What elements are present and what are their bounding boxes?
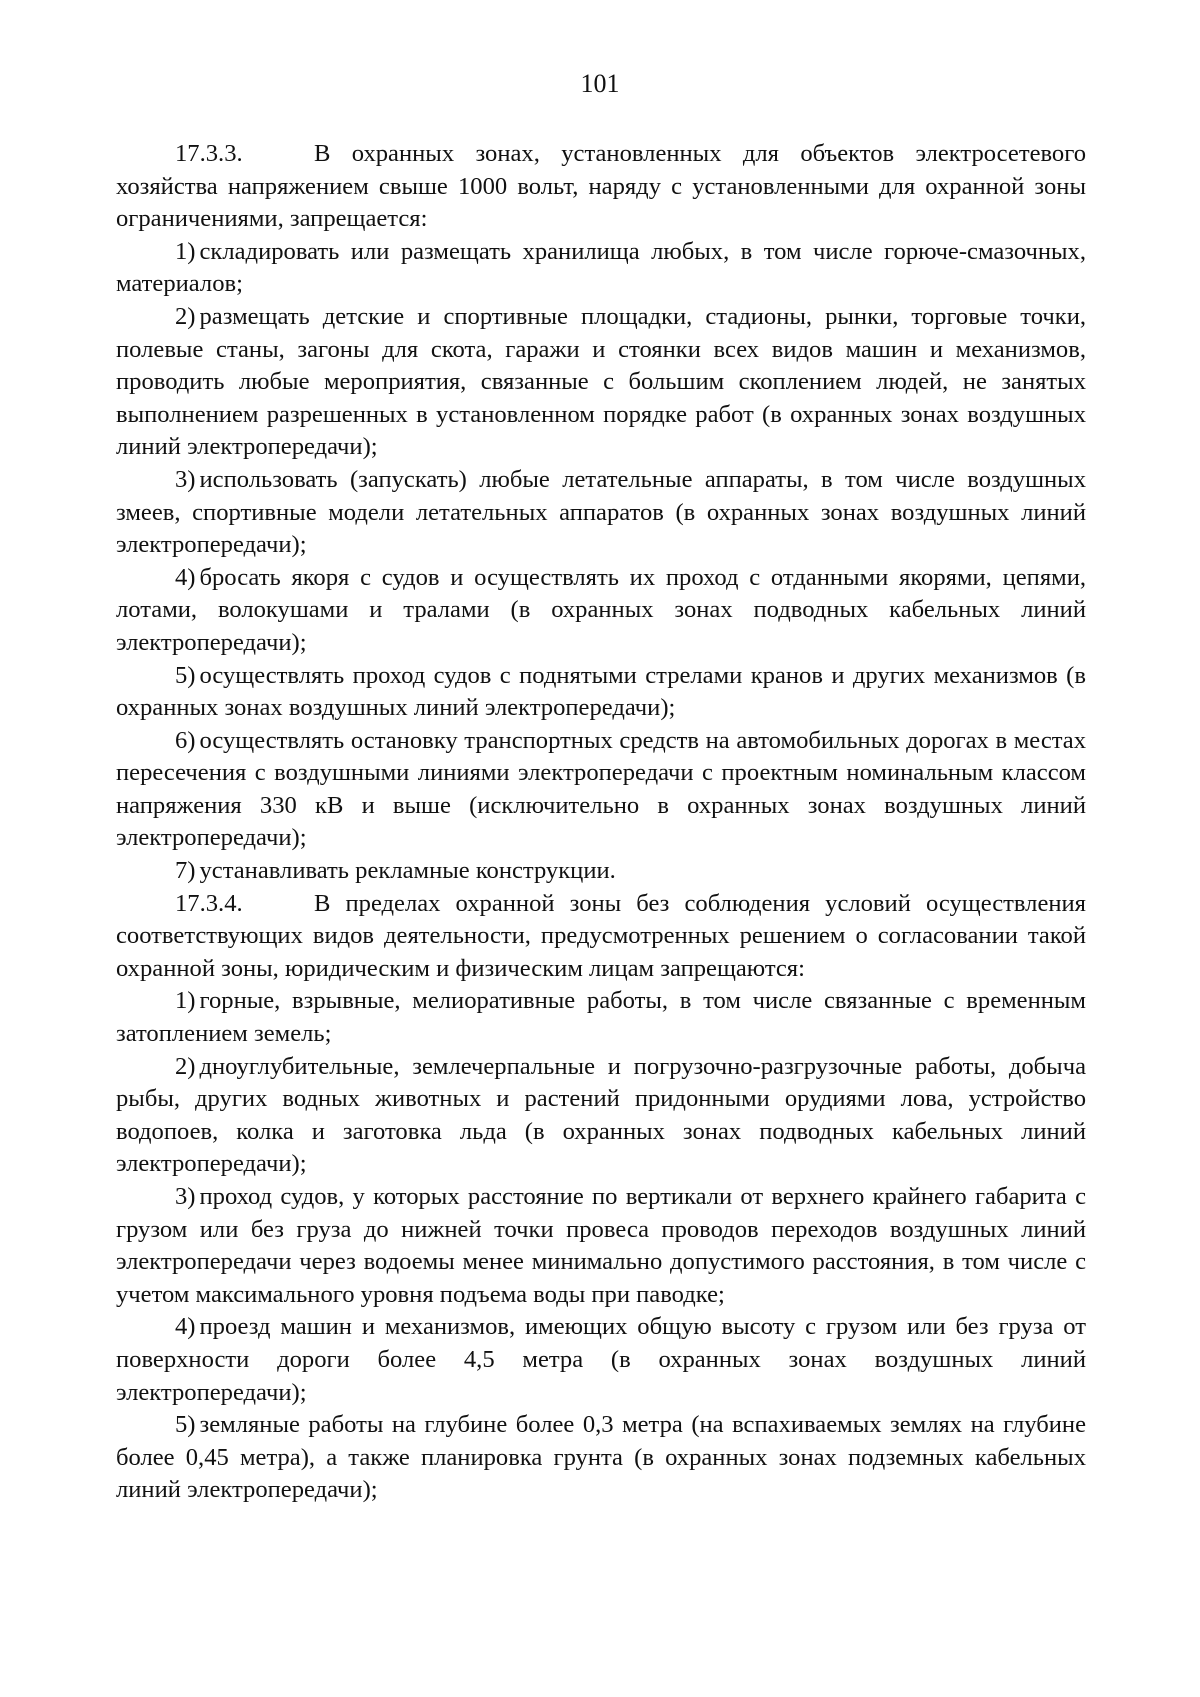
list-item-number: 3) <box>175 465 196 493</box>
list-item-number: 7) <box>175 857 196 885</box>
list-item-text: размещать детские и спортивные площадки, стадионы, рынки, торговые точки, полевые станы, загоны для скота, гаражи и стоянки всех видов машин и механизмов, проводить любые мероприятия, связанные с большим скоплением людей, не занятых выполнением разрешенных в установленном порядке работ (в охранных зонах воздушных линий электропередачи); <box>116 302 1086 461</box>
list-item-text: устанавливать рекламные конструкции. <box>199 857 616 885</box>
list-item-text: использовать (запускать) любые летательные аппараты, в том числе воздушных змеев, спортивные модели летательных аппаратов (в охранных зонах воздушных линий электропередачи); <box>116 465 1086 559</box>
clause-number: 17.3.4. <box>175 889 243 917</box>
list-item-number: 6) <box>175 726 196 754</box>
list-item-number: 2) <box>175 1052 196 1080</box>
list-item <box>116 985 1086 1050</box>
list-item-text: осуществлять остановку транспортных средств на автомобильных дорогах в местах пересечения с воздушными линиями электропередачи с проектным номинальным классом напряжения 330 кВ и выше (исключительно в охранных зонах воздушных линий электропередачи); <box>116 726 1086 852</box>
clause-intro: В охранных зонах, установленных для объектов электросетевого хозяйства напряжением свыше 1000 вольт, наряду с установленными для охранной зоны ограничениями, запрещается: <box>116 140 1086 233</box>
document-body <box>116 138 1086 1507</box>
list-item-number: 4) <box>175 563 196 591</box>
list-item-text: проход судов, у которых расстояние по вертикали от верхнего крайнего габарита с грузом или без груза до нижней точки провеса проводов переходов воздушных линий электропередачи через водоемы менее минимально допустимого расстояния, в том числе с учетом максимального уровня подъема воды при паводке; <box>116 1183 1086 1308</box>
list-item-number: 5) <box>175 1411 196 1439</box>
list-item <box>116 1181 1086 1311</box>
list-item <box>116 660 1086 725</box>
clause-intro: В пределах охранной зоны без соблюдения условий осуществления соответствующих видов деятельности, предусмотренных решением о согласовании такой охранной зоны, юридическим и физическим лицам запрещаются: <box>116 889 1086 982</box>
clause-number: 17.3.3. <box>175 140 243 167</box>
list-item-text: дноуглубительные, землечерпальные и погрузочно-разгрузочные работы, добыча рыбы, других водных животных и растений придонными орудиями лова, устройство водопоев, колка и заготовка льда (в охранных зонах подводных кабельных линий электропередачи); <box>116 1052 1086 1178</box>
list-item-text: горные, взрывные, мелиоративные работы, в том числе связанные с временным затоплением земель; <box>116 987 1086 1048</box>
list-item-text: осуществлять проход судов с поднятыми стрелами кранов и других механизмов (в охранных зонах воздушных линий электропередачи); <box>116 661 1086 722</box>
list-item-number: 5) <box>175 661 196 689</box>
list-item <box>116 1409 1086 1507</box>
list-item <box>116 464 1086 562</box>
list-item <box>116 562 1086 660</box>
page-number: 101 <box>580 69 620 98</box>
list-item <box>116 725 1086 855</box>
list-item-text: складировать или размещать хранилища любых, в том числе горюче-смазочных, материалов; <box>116 237 1086 298</box>
list-item <box>116 301 1086 464</box>
list-item-number: 1) <box>175 987 196 1015</box>
list-item <box>116 236 1086 301</box>
list-item-text: проезд машин и механизмов, имеющих общую высоту с грузом или без груза от поверхности дороги более 4,5 метра (в охранных зонах воздушных линий электропередачи); <box>116 1313 1086 1406</box>
list-item-number: 4) <box>175 1313 196 1341</box>
list-item <box>116 855 1086 888</box>
list-item <box>116 1051 1086 1181</box>
clause-17-3-4 <box>116 888 1086 986</box>
list-item-text: бросать якоря с судов и осуществлять их проход с отданными якорями, цепями, лотами, волокушами и тралами (в охранных зонах подводных кабельных линий электропередачи); <box>116 563 1086 656</box>
list-item-number: 3) <box>175 1183 196 1210</box>
list-item-number: 1) <box>175 237 196 265</box>
clause-17-3-3 <box>116 138 1086 236</box>
list-item-text: земляные работы на глубине более 0,3 метра (на вспахиваемых землях на глубине более 0,45 метра), а также планировка грунта (в охранных зонах подземных кабельных линий электропередачи); <box>116 1411 1086 1504</box>
list-item <box>116 1311 1086 1409</box>
list-item-number: 2) <box>175 302 196 330</box>
